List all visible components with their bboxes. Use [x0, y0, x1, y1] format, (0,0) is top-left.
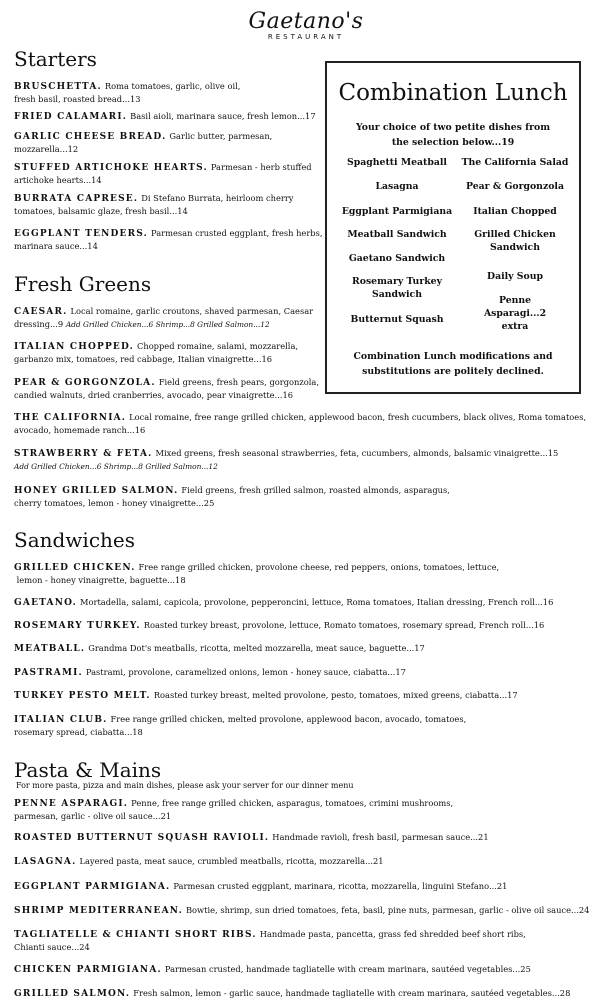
- greens-title: Fresh Greens: [14, 272, 152, 296]
- menu-item: [14, 905, 589, 918]
- item-name: LASAGNA.: [14, 857, 77, 867]
- combo-option: Eggplant Parmigiana: [341, 206, 453, 217]
- item-desc: Parmesan - herb stuffed: [210, 162, 312, 172]
- item-name: GRILLED CHICKEN.: [14, 563, 136, 573]
- item-desc: Garlic butter, parmesan,: [169, 131, 273, 141]
- menu-item: [14, 448, 558, 472]
- item-desc-2: Chianti sauce...24: [14, 941, 90, 952]
- item-desc: Handmade ravioli, fresh basil, parmesan sauce...21: [272, 832, 489, 842]
- item-desc: Roasted turkey breast, provolone, lettuce, Romato tomatoes, rosemary spread, French roll...16: [143, 620, 545, 630]
- item-desc: Local romaine, garlic croutons, shaved parmesan, Caesar: [70, 306, 314, 316]
- item-desc: Free range grilled chicken, provolone cheese, red peppers, onions, tomatoes, lettuce,: [138, 562, 500, 572]
- item-desc-2: marinara sauce...14: [14, 240, 98, 251]
- item-desc-2: mozzarella...12: [14, 143, 79, 154]
- item-desc-2: lemon - honey vinaigrette, baguette...18: [16, 574, 186, 585]
- pasta-note: For more pasta, pizza and main dishes, please ask your server for our dinner menu: [16, 781, 354, 790]
- item-desc-2: garbanzo mix, tomatoes, red cabbage, Italian vinaigrette...16: [14, 353, 273, 364]
- item-name: ROSEMARY TURKEY.: [14, 621, 141, 631]
- item-name: GARLIC CHEESE BREAD.: [14, 132, 167, 142]
- restaurant-logo: [0, 10, 612, 41]
- item-name: PEAR & GORGONZOLA.: [14, 378, 156, 388]
- menu-item: [14, 929, 526, 953]
- sandwiches-title: Sandwiches: [14, 528, 136, 552]
- item-desc: Free range grilled chicken, melted provolone, applewood bacon, avocado, tomatoes,: [110, 714, 467, 724]
- item-desc: Pastrami, provolone, caramelized onions, lemon - honey sauce, ciabatta...17: [85, 667, 406, 677]
- item-name: PENNE ASPARAGI.: [14, 799, 129, 809]
- item-desc: Local romaine, free range grilled chicken, applewood bacon, fresh cucumbers, black olives, Roma tomatoes,: [129, 412, 587, 422]
- item-desc: Layered pasta, meat sauce, crumbled meatballs, ricotta, mozzarella...21: [79, 856, 384, 866]
- combo-option: Italian Chopped: [473, 206, 557, 217]
- item-name: EGGPLANT PARMIGIANA.: [14, 882, 171, 892]
- menu-item: [14, 597, 553, 610]
- item-desc-2: candied walnuts, dried cranberries, avocado, pear vinaigrette...16: [14, 389, 294, 400]
- item-desc-2: fresh basil, roasted bread...13: [14, 93, 141, 104]
- item-desc: Parmesan crusted eggplant, marinara, ricotta, mozzarella, linguini Stefano...21: [173, 881, 508, 891]
- menu-item: [14, 341, 298, 365]
- item-name: BURRATA CAPRESE.: [14, 194, 139, 204]
- combo-option: Daily Soup: [487, 271, 543, 282]
- item-desc: Basil aioli, marinara sauce, fresh lemon...17: [130, 111, 316, 121]
- menu-item: [14, 162, 312, 186]
- item-desc: Field greens, fresh grilled salmon, roasted almonds, asparagus,: [181, 485, 450, 495]
- item-name: MEATBALL.: [14, 644, 86, 654]
- menu-item: [14, 690, 518, 703]
- item-desc: Mortadella, salami, capicola, provolone, pepperoncini, lettuce, Roma tomatoes, Italian dressing, French roll...16: [80, 597, 554, 607]
- item-desc-2: cherry tomatoes, lemon - honey vinaigrette...25: [14, 497, 215, 508]
- item-desc-2: avocado, homemade ranch...16: [14, 424, 146, 435]
- item-desc-2: tomatoes, balsamic glaze, fresh basil...14: [14, 205, 188, 216]
- item-name: GRILLED SALMON.: [14, 989, 131, 999]
- item-desc-2: artichoke hearts...14: [14, 174, 102, 185]
- combo-option: Gaetano Sandwich: [348, 253, 446, 264]
- item-name: HONEY GRILLED SALMON.: [14, 486, 179, 496]
- item-name: EGGPLANT TENDERS.: [14, 229, 149, 239]
- item-addons: Add Grilled Chicken...6 Shrimp...8 Grilled Salmon...12: [65, 319, 270, 329]
- item-desc-2: parmesan, garlic - olive oil sauce...21: [14, 810, 172, 821]
- logo-subtitle: RESTAURANT: [267, 33, 345, 41]
- menu-item: [14, 562, 499, 586]
- combo-option: The California Salad: [461, 157, 569, 168]
- combination-lunch-box: [325, 61, 581, 394]
- item-name: TAGLIATELLE & CHIANTI SHORT RIBS.: [14, 930, 257, 940]
- combo-option: Meatball Sandwich: [347, 229, 447, 240]
- item-name: STRAWBERRY & FETA.: [14, 449, 153, 459]
- menu-item: [14, 856, 384, 869]
- item-desc-2: rosemary spread, ciabatta...18: [14, 726, 143, 737]
- item-name: CHICKEN PARMIGIANA.: [14, 965, 162, 975]
- item-desc: Bowtie, shrimp, sun dried tomatoes, feta, basil, pine nuts, parmesan, garlic - olive oil sauce...24: [185, 905, 590, 915]
- combo-option: Butternut Squash: [350, 314, 444, 325]
- menu-item: [14, 306, 313, 330]
- item-name: ITALIAN CHOPPED.: [14, 342, 134, 352]
- item-name: ITALIAN CLUB.: [14, 715, 108, 725]
- menu-item: [14, 412, 586, 436]
- menu-item: [14, 620, 544, 633]
- item-desc: Parmesan crusted eggplant, fresh herbs,: [151, 228, 323, 238]
- item-name: THE CALIFORNIA.: [14, 413, 127, 423]
- menu-item: [14, 228, 323, 252]
- combo-title: Combination Lunch: [338, 80, 568, 106]
- item-desc: Roma tomatoes, garlic, olive oil,: [104, 81, 241, 91]
- logo-name: Gaetano's: [248, 9, 364, 34]
- item-name: SHRIMP MEDITERRANEAN.: [14, 906, 183, 916]
- menu-item: [14, 964, 531, 977]
- item-desc: Mixed greens, fresh seasonal strawberries, feta, cucumbers, almonds, balsamic vinaigrette...15: [155, 448, 559, 458]
- combo-option: Spaghetti Meatball: [347, 157, 447, 168]
- item-name: ROASTED BUTTERNUT SQUASH RAVIOLI.: [14, 833, 270, 843]
- menu-item: [14, 131, 272, 155]
- item-addons: Add Grilled Chicken...6 Shrimp...8 Grilled Salmon...12: [14, 461, 218, 471]
- item-desc: Penne, free range grilled chicken, asparagus, tomatoes, crimini mushrooms,: [131, 798, 454, 808]
- menu-item: [14, 377, 319, 401]
- combo-option: Penne Asparagi...2 extra: [483, 295, 547, 332]
- item-desc-2: dressing...9: [14, 318, 64, 329]
- item-name: STUFFED ARTICHOKE HEARTS.: [14, 163, 208, 173]
- item-name: BRUSCHETTA.: [14, 82, 102, 92]
- item-name: PASTRAMI.: [14, 668, 83, 678]
- combo-option: Rosemary Turkey Sandwich: [352, 276, 442, 300]
- combo-option: Grilled Chicken Sandwich: [474, 229, 556, 253]
- menu-item: [14, 988, 570, 1001]
- item-desc: Parmesan crusted, handmade tagliatelle with cream marinara, sautéed vegetables...25: [164, 964, 531, 974]
- menu-item: [14, 643, 425, 656]
- item-name: FRIED CALAMARI.: [14, 112, 128, 122]
- menu-item: [14, 111, 316, 124]
- item-desc: Roasted turkey breast, melted provolone, pesto, tomatoes, mixed greens, ciabatta...17: [153, 690, 518, 700]
- item-desc: Handmade pasta, pancetta, grass fed shredded beef short ribs,: [259, 929, 526, 939]
- menu-item: [14, 832, 489, 845]
- starters-title: Starters: [14, 47, 97, 71]
- item-desc: Fresh salmon, lemon - garlic sauce, handmade tagliatelle with cream marinara, sautéed vegetables...28: [133, 988, 571, 998]
- combo-subtitle: Your choice of two petite dishes from the selection below...19: [355, 122, 551, 148]
- pasta-title: Pasta & Mains: [14, 758, 162, 782]
- combo-footer: Combination Lunch modifications and substitutions are politely declined.: [353, 351, 553, 377]
- item-desc: Chopped romaine, salami, mozzarella,: [137, 341, 299, 351]
- combo-option: Pear & Gorgonzola: [466, 181, 564, 192]
- menu-item: [14, 81, 240, 105]
- menu-item: [14, 485, 450, 509]
- item-name: GAETANO.: [14, 598, 77, 608]
- menu-item: [14, 798, 453, 822]
- item-name: CAESAR.: [14, 307, 68, 317]
- item-desc: Di Stefano Burrata, heirloom cherry: [141, 193, 294, 203]
- menu-item: [14, 714, 466, 738]
- item-name: TURKEY PESTO MELT.: [14, 691, 151, 701]
- combo-option: Lasagna: [375, 181, 419, 192]
- menu-item: [14, 667, 406, 680]
- item-desc: Field greens, fresh pears, gorgonzola,: [158, 377, 319, 387]
- menu-item: [14, 193, 293, 217]
- item-desc: Grandma Dot's meatballs, ricotta, melted mozzarella, meat sauce, baguette...17: [88, 643, 425, 653]
- menu-item: [14, 881, 507, 894]
